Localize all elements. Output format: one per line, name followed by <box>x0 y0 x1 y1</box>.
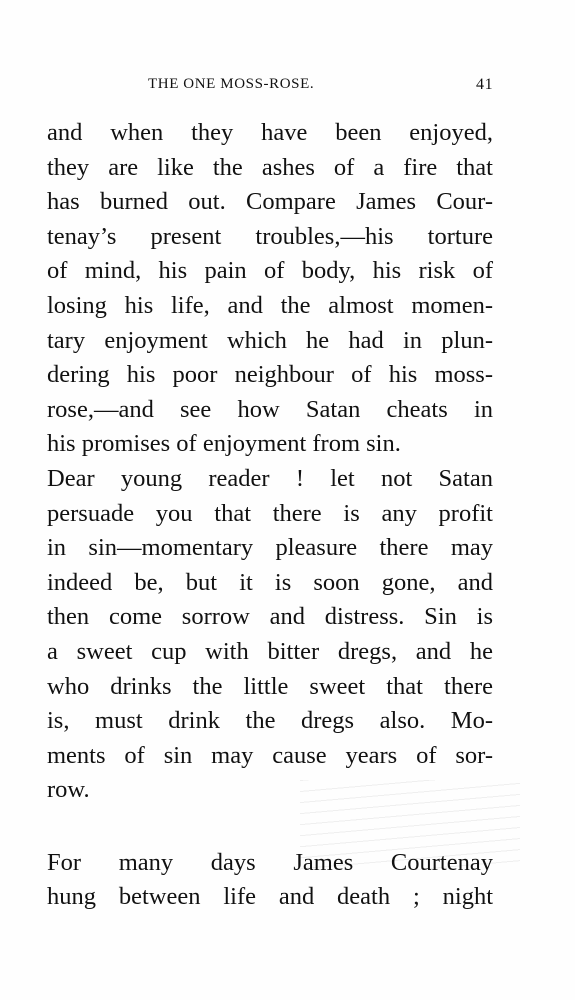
text-line: persuade you that there is any profit <box>47 499 493 527</box>
running-head <box>0 72 575 96</box>
text-line: who drinks the little sweet that there <box>47 672 493 700</box>
text-line: dering his poor neighbour of his moss- <box>47 361 493 389</box>
paragraph-3 <box>47 846 493 915</box>
text-line: row. <box>47 776 90 804</box>
paragraph-2 <box>47 462 493 808</box>
text-line: has burned out. Compare James Cour- <box>47 188 493 216</box>
text-line: For many days James Courtenay <box>47 848 493 876</box>
text-line: losing his life, and the almost momen- <box>47 291 493 319</box>
text-line: a sweet cup with bitter dregs, and he <box>47 637 493 665</box>
text-line: of mind, his pain of body, his risk of <box>47 257 493 285</box>
text-line: ments of sin may cause years of sor- <box>47 741 493 769</box>
text-line: is, must drink the dregs also. Mo- <box>47 707 493 735</box>
body-text <box>47 116 493 915</box>
text-line: his promises of enjoyment from sin. <box>47 430 401 458</box>
text-line: they are like the ashes of a fire that <box>47 153 493 181</box>
text-line: indeed be, but it is soon gone, and <box>47 568 493 596</box>
text-line: tary enjoyment which he had in plun- <box>47 326 493 354</box>
text-line: hung between life and death ; night <box>47 883 493 911</box>
text-line: in sin—momentary pleasure there may <box>47 534 493 562</box>
text-line: rose,—and see how Satan cheats in <box>47 395 493 423</box>
text-line: then come sorrow and distress. Sin is <box>47 603 493 631</box>
section-gap <box>47 808 493 846</box>
page-number: 41 <box>476 76 494 93</box>
running-title: THE ONE MOSS-ROSE. <box>148 76 315 92</box>
text-line: Dear young reader ! let not Satan <box>47 464 493 492</box>
text-line: and when they have been enjoyed, <box>47 119 493 146</box>
text-line: tenay’s present troubles,—his torture <box>47 222 493 250</box>
paragraph-1 <box>47 116 493 462</box>
